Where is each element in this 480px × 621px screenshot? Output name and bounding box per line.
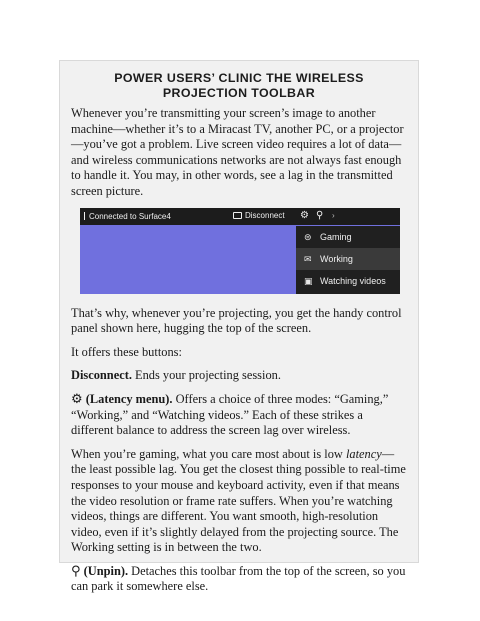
- disconnect-label: Disconnect: [245, 210, 285, 220]
- menu-item-label: Working: [320, 253, 353, 264]
- gaming-text-before: When you’re gaming, what you care most about is low: [71, 446, 346, 461]
- grip-icon: [84, 212, 85, 220]
- menu-item-label: Gaming: [320, 231, 352, 242]
- projection-toolbar: [80, 208, 400, 225]
- sidebar-box: [59, 60, 419, 594]
- gamepad-icon: ⊜: [304, 231, 312, 242]
- gaming-text-after: —the least possible lag. You get the closest thing possible to real-time responses to your mouse and keyboard activity, even if that means the video resolution or frame rate suffers. When you’re watching videos, things are different. You want smooth, high-resolution video, even if it’s slightly delayed from the projecting source. The Working setting is in between the two.: [71, 446, 406, 555]
- disconnect-paragraph: [71, 368, 407, 384]
- connection-status: [84, 212, 171, 221]
- connection-status-text: Connected to Surface4: [89, 211, 171, 221]
- disconnect-term: Disconnect.: [71, 368, 132, 383]
- chevron-right-icon[interactable]: ›: [332, 210, 335, 220]
- pin-icon: ⚲: [71, 563, 81, 579]
- intro-paragraph: Whenever you’re transmitting your screen’s image to another machine—whether it’s to a Miracast TV, another PC, or a projector—you’ve got a problem. Live screen video requires a lot of data—and wireless communications networks are not always fast enough to handle it. You may, in other words, see a lag in the transmitted screen picture.: [71, 106, 404, 198]
- pin-icon[interactable]: ⚲: [316, 209, 324, 221]
- sidebar-title: POWER USERS’ CLINIC THE WIRELESS PROJECTION TOOLBAR: [114, 71, 364, 100]
- panel-paragraph: That’s why, whenever you’re projecting, you get the handy control panel shown here, hugging the top of the screen.: [71, 305, 402, 336]
- video-icon: ▣: [304, 275, 313, 286]
- menu-item-working[interactable]: [296, 248, 400, 270]
- latency-menu: [296, 226, 400, 294]
- disconnect-icon: [233, 212, 242, 219]
- latency-paragraph: [71, 392, 407, 439]
- gaming-paragraph: [71, 447, 407, 556]
- projection-screenshot: [80, 208, 400, 294]
- disconnect-text: Ends your projecting session.: [131, 368, 281, 383]
- latency-term: (Latency menu).: [85, 391, 173, 406]
- menu-item-gaming[interactable]: [296, 226, 400, 248]
- disconnect-button[interactable]: [233, 211, 285, 220]
- unpin-text: Detaches this toolbar from the top of the screen, so you can park it somewhere else.: [71, 563, 406, 594]
- gear-icon[interactable]: ⚙: [300, 209, 309, 221]
- unpin-paragraph: [71, 564, 407, 595]
- unpin-term: (Unpin).: [83, 563, 129, 578]
- menu-item-watching-videos[interactable]: [296, 270, 400, 292]
- latency-text: Offers a choice of three modes: “Gaming,” “Working,” and “Watching videos.” Each of these strikes a different balance to address the screen lag over wireless.: [71, 391, 389, 438]
- gear-icon: ⚙: [71, 391, 83, 407]
- menu-item-label: Watching videos: [320, 275, 386, 286]
- latency-emphasis: latency: [345, 446, 382, 461]
- buttons-paragraph: It offers these buttons:: [71, 344, 182, 359]
- envelope-icon: ✉: [304, 253, 312, 264]
